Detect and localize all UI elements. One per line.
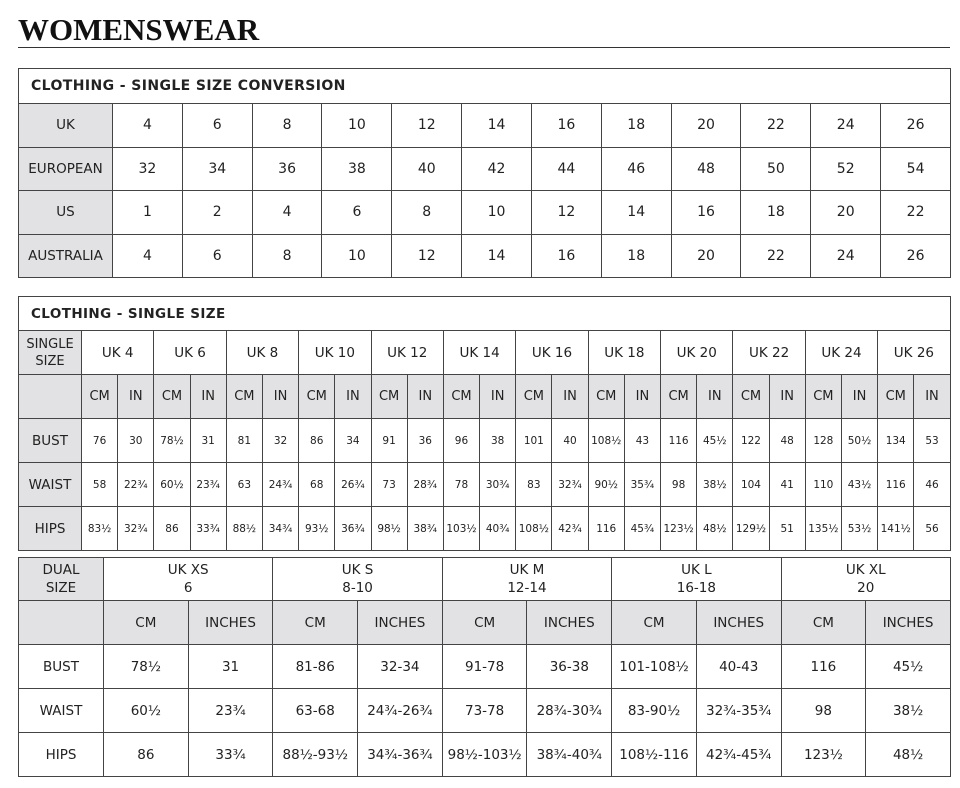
dual-size-corner-label: DUAL SIZE <box>19 558 104 601</box>
table-cell: 20 <box>811 191 881 235</box>
table-cell: 78½ <box>154 419 190 463</box>
table-cell: 83 <box>516 463 552 507</box>
table-cell: 40¾ <box>480 507 516 551</box>
unit-cm-header: CM <box>516 375 552 419</box>
table-cell: 18 <box>601 234 671 278</box>
table-cell: 14 <box>601 191 671 235</box>
row-label: HIPS <box>19 733 104 777</box>
table-cell: 129½ <box>733 507 769 551</box>
dual-size-column-header: UK L 16-18 <box>612 558 781 601</box>
table-cell: 93½ <box>299 507 335 551</box>
unit-cm-header: CM <box>733 375 769 419</box>
table-cell: 31 <box>190 419 226 463</box>
table-cell: 103½ <box>443 507 479 551</box>
table-cell: 6 <box>182 234 252 278</box>
row-label: WAIST <box>19 463 82 507</box>
table-cell: 22¾ <box>118 463 154 507</box>
table-cell: 42 <box>462 147 532 191</box>
table-cell: 4 <box>113 104 183 148</box>
table-cell: 20 <box>671 104 741 148</box>
table-cell: 24 <box>811 104 881 148</box>
table-cell: 14 <box>462 234 532 278</box>
table-cell: 81-86 <box>273 645 358 689</box>
table-cell: 45½ <box>866 645 951 689</box>
row-label: HIPS <box>19 507 82 551</box>
unit-in-header: IN <box>841 375 877 419</box>
table-row <box>19 733 951 777</box>
unit-cm-header: CM <box>661 375 697 419</box>
table-cell: 32 <box>262 419 298 463</box>
table-cell: 6 <box>182 104 252 148</box>
table-cell: 30 <box>118 419 154 463</box>
table-row <box>19 507 951 551</box>
table-cell: 83-90½ <box>612 689 697 733</box>
single-size-table <box>18 296 951 551</box>
size-column-header: UK 14 <box>443 331 515 375</box>
unit-in-header: IN <box>262 375 298 419</box>
table-cell: 43½ <box>841 463 877 507</box>
table-cell: 20 <box>671 234 741 278</box>
table-cell: 24¾-26¾ <box>358 689 443 733</box>
unit-in-header: IN <box>552 375 588 419</box>
table-cell: 28¾-30¾ <box>527 689 612 733</box>
table-cell: 46 <box>914 463 950 507</box>
table-cell: 16 <box>671 191 741 235</box>
table-cell: 10 <box>322 234 392 278</box>
table-cell: 60½ <box>154 463 190 507</box>
table-cell: 12 <box>392 104 462 148</box>
size-column-header: UK 20 <box>661 331 733 375</box>
table-cell: 42¾ <box>552 507 588 551</box>
row-label: AUSTRALIA <box>19 234 113 278</box>
unit-cm-header: CM <box>443 375 479 419</box>
table-cell: 43 <box>624 419 660 463</box>
unit-inches-header: INCHES <box>358 601 443 645</box>
unit-inches-header: INCHES <box>527 601 612 645</box>
table-row <box>19 147 951 191</box>
table-cell: 22 <box>741 104 811 148</box>
single-size-corner-label: SINGLE SIZE <box>19 331 82 375</box>
table-cell: 44 <box>531 147 601 191</box>
table-cell: 104 <box>733 463 769 507</box>
unit-cm-header: CM <box>805 375 841 419</box>
table-cell: 108½ <box>516 507 552 551</box>
table-cell: 6 <box>322 191 392 235</box>
table-cell: 122 <box>733 419 769 463</box>
table-cell: 35¾ <box>624 463 660 507</box>
table-cell: 123½ <box>661 507 697 551</box>
table-cell: 4 <box>113 234 183 278</box>
table-cell: 8 <box>392 191 462 235</box>
table-row <box>19 234 951 278</box>
size-conversion-table <box>18 68 951 278</box>
table-cell: 32-34 <box>358 645 443 689</box>
table-cell: 32 <box>113 147 183 191</box>
unit-cm-header: CM <box>371 375 407 419</box>
table-cell: 98 <box>661 463 697 507</box>
table-cell: 134 <box>878 419 914 463</box>
table-cell: 31 <box>188 645 273 689</box>
table-cell: 34¾ <box>262 507 298 551</box>
table-cell: 45½ <box>697 419 733 463</box>
table-cell: 86 <box>299 419 335 463</box>
table-cell: 46 <box>601 147 671 191</box>
unit-cm-header: CM <box>273 601 358 645</box>
size-column-header: UK 24 <box>805 331 877 375</box>
table-cell: 110 <box>805 463 841 507</box>
table-cell: 50½ <box>841 419 877 463</box>
table-row <box>19 191 951 235</box>
table-cell: 23¾ <box>190 463 226 507</box>
table-cell: 10 <box>462 191 532 235</box>
page-title: WOMENSWEAR <box>18 12 260 47</box>
unit-cm-header: CM <box>442 601 527 645</box>
table-cell: 101 <box>516 419 552 463</box>
table-cell: 33¾ <box>188 733 273 777</box>
unit-in-header: IN <box>914 375 950 419</box>
table-cell: 135½ <box>805 507 841 551</box>
table-cell: 45¾ <box>624 507 660 551</box>
unit-cm-header: CM <box>612 601 697 645</box>
table-cell: 26 <box>881 104 951 148</box>
unit-in-header: IN <box>697 375 733 419</box>
units-row-corner <box>19 375 82 419</box>
table-cell: 116 <box>588 507 624 551</box>
table-cell: 32¾ <box>118 507 154 551</box>
table-cell: 88½ <box>226 507 262 551</box>
table-cell: 16 <box>531 234 601 278</box>
size-column-header: UK 18 <box>588 331 660 375</box>
table-cell: 63-68 <box>273 689 358 733</box>
unit-inches-header: INCHES <box>866 601 951 645</box>
table-row <box>19 104 951 148</box>
size-column-header: UK 16 <box>516 331 588 375</box>
table-cell: 38½ <box>697 463 733 507</box>
unit-in-header: IN <box>769 375 805 419</box>
table-cell: 53½ <box>841 507 877 551</box>
dual-size-column-header: UK M 12-14 <box>442 558 611 601</box>
table-cell: 58 <box>82 463 118 507</box>
table-cell: 8 <box>252 104 322 148</box>
unit-cm-header: CM <box>154 375 190 419</box>
row-label: BUST <box>19 419 82 463</box>
dual-size-column-header: UK S 8-10 <box>273 558 442 601</box>
unit-in-header: IN <box>190 375 226 419</box>
unit-cm-header: CM <box>878 375 914 419</box>
unit-cm-header: CM <box>82 375 118 419</box>
size-column-header: UK 8 <box>226 331 298 375</box>
table-cell: 8 <box>252 234 322 278</box>
table-cell: 73-78 <box>442 689 527 733</box>
row-label: WAIST <box>19 689 104 733</box>
table-cell: 34 <box>182 147 252 191</box>
dual-size-column-header: UK XL 20 <box>781 558 950 601</box>
table-cell: 86 <box>104 733 189 777</box>
table-cell: 38¾ <box>407 507 443 551</box>
single-size-table-title: CLOTHING - SINGLE SIZE <box>19 297 951 331</box>
table-cell: 128 <box>805 419 841 463</box>
unit-in-header: IN <box>335 375 371 419</box>
table-cell: 42¾-45¾ <box>696 733 781 777</box>
table-cell: 108½ <box>588 419 624 463</box>
size-column-header: UK 6 <box>154 331 226 375</box>
table-cell: 34¾-36¾ <box>358 733 443 777</box>
table-cell: 98½ <box>371 507 407 551</box>
table-cell: 10 <box>322 104 392 148</box>
table-cell: 52 <box>811 147 881 191</box>
table-cell: 86 <box>154 507 190 551</box>
table-cell: 63 <box>226 463 262 507</box>
table-cell: 24¾ <box>262 463 298 507</box>
title-divider <box>18 47 950 48</box>
table-cell: 123½ <box>781 733 866 777</box>
table-cell: 2 <box>182 191 252 235</box>
size-column-header: UK 10 <box>299 331 371 375</box>
table-cell: 50 <box>741 147 811 191</box>
table-cell: 116 <box>661 419 697 463</box>
unit-cm-header: CM <box>226 375 262 419</box>
table-cell: 56 <box>914 507 950 551</box>
table-cell: 116 <box>781 645 866 689</box>
table-cell: 24 <box>811 234 881 278</box>
unit-cm-header: CM <box>104 601 189 645</box>
table-cell: 36 <box>252 147 322 191</box>
table-cell: 60½ <box>104 689 189 733</box>
unit-in-header: IN <box>407 375 443 419</box>
unit-inches-header: INCHES <box>188 601 273 645</box>
table-cell: 81 <box>226 419 262 463</box>
size-column-header: UK 12 <box>371 331 443 375</box>
table-cell: 38½ <box>866 689 951 733</box>
table-cell: 16 <box>531 104 601 148</box>
table-cell: 23¾ <box>188 689 273 733</box>
table-cell: 48½ <box>697 507 733 551</box>
size-column-header: UK 4 <box>82 331 154 375</box>
table-cell: 91-78 <box>442 645 527 689</box>
table-cell: 12 <box>531 191 601 235</box>
table-cell: 68 <box>299 463 335 507</box>
table-cell: 48 <box>769 419 805 463</box>
table-cell: 78½ <box>104 645 189 689</box>
table-cell: 32¾-35¾ <box>696 689 781 733</box>
table-cell: 88½-93½ <box>273 733 358 777</box>
table-row <box>19 463 951 507</box>
dual-size-column-header: UK XS 6 <box>104 558 273 601</box>
table-cell: 40-43 <box>696 645 781 689</box>
table-cell: 96 <box>443 419 479 463</box>
table-cell: 98½-103½ <box>442 733 527 777</box>
table-cell: 83½ <box>82 507 118 551</box>
row-label: US <box>19 191 113 235</box>
table-cell: 38¾-40¾ <box>527 733 612 777</box>
table-cell: 1 <box>113 191 183 235</box>
table-cell: 40 <box>552 419 588 463</box>
unit-in-header: IN <box>118 375 154 419</box>
table-cell: 22 <box>881 191 951 235</box>
table-cell: 90½ <box>588 463 624 507</box>
size-column-header: UK 22 <box>733 331 805 375</box>
unit-in-header: IN <box>624 375 660 419</box>
row-label: EUROPEAN <box>19 147 113 191</box>
table-cell: 26¾ <box>335 463 371 507</box>
table-cell: 40 <box>392 147 462 191</box>
dual-size-table <box>18 557 951 777</box>
conversion-table-title: CLOTHING - SINGLE SIZE CONVERSION <box>19 69 951 104</box>
table-row <box>19 645 951 689</box>
table-cell: 4 <box>252 191 322 235</box>
table-cell: 108½-116 <box>612 733 697 777</box>
table-cell: 38 <box>480 419 516 463</box>
table-cell: 33¾ <box>190 507 226 551</box>
table-cell: 14 <box>462 104 532 148</box>
table-cell: 34 <box>335 419 371 463</box>
table-cell: 73 <box>371 463 407 507</box>
row-label: UK <box>19 104 113 148</box>
table-cell: 41 <box>769 463 805 507</box>
table-cell: 48 <box>671 147 741 191</box>
dual-units-row-corner <box>19 601 104 645</box>
unit-in-header: IN <box>480 375 516 419</box>
table-cell: 38 <box>322 147 392 191</box>
table-cell: 18 <box>741 191 811 235</box>
table-cell: 32¾ <box>552 463 588 507</box>
row-label: BUST <box>19 645 104 689</box>
table-cell: 26 <box>881 234 951 278</box>
table-cell: 30¾ <box>480 463 516 507</box>
unit-inches-header: INCHES <box>696 601 781 645</box>
table-cell: 18 <box>601 104 671 148</box>
table-cell: 54 <box>881 147 951 191</box>
unit-cm-header: CM <box>781 601 866 645</box>
table-cell: 48½ <box>866 733 951 777</box>
table-cell: 141½ <box>878 507 914 551</box>
unit-cm-header: CM <box>299 375 335 419</box>
table-cell: 76 <box>82 419 118 463</box>
unit-cm-header: CM <box>588 375 624 419</box>
size-column-header: UK 26 <box>878 331 951 375</box>
table-cell: 101-108½ <box>612 645 697 689</box>
table-cell: 22 <box>741 234 811 278</box>
table-cell: 36¾ <box>335 507 371 551</box>
table-cell: 36 <box>407 419 443 463</box>
table-cell: 36-38 <box>527 645 612 689</box>
table-row <box>19 419 951 463</box>
table-cell: 28¾ <box>407 463 443 507</box>
table-row <box>19 689 951 733</box>
table-cell: 98 <box>781 689 866 733</box>
table-cell: 53 <box>914 419 950 463</box>
table-cell: 91 <box>371 419 407 463</box>
table-cell: 12 <box>392 234 462 278</box>
table-cell: 116 <box>878 463 914 507</box>
table-cell: 78 <box>443 463 479 507</box>
table-cell: 51 <box>769 507 805 551</box>
